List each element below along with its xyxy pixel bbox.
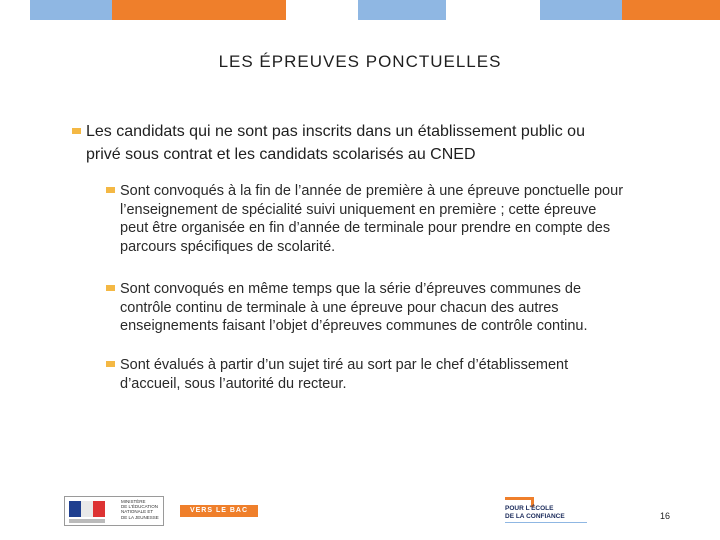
sub-bullet-3-line-1: Sont évalués à partir d’un sujet tiré au sort par le chef d’établissement xyxy=(120,357,569,373)
sub-bullet-2-line-1: Sont convoqués en même temps que la série d’épreuves communes de xyxy=(120,281,582,297)
top-bar-orange-1 xyxy=(112,0,286,20)
sub-bullet-2 xyxy=(106,280,706,336)
sub-bullet-1-line-4: parcours spécifiques de scolarité. xyxy=(120,238,336,255)
ministry-text: MINISTÈRE DE L'ÉDUCATION NATIONALE ET DE LA JEUNESSE xyxy=(121,499,159,520)
bullet-square-icon xyxy=(106,285,115,291)
page-title: LES ÉPREUVES PONCTUELLES xyxy=(218,52,502,71)
top-bar-orange-2 xyxy=(622,0,720,20)
marianne-flag-icon xyxy=(69,501,105,517)
bullet-square-icon xyxy=(72,128,81,134)
main-bullet-line-2: privé sous contrat et les candidats scolarisés au CNED xyxy=(86,146,476,163)
bullet-square-icon xyxy=(106,361,115,367)
ecole-logo-line-2: DE LA CONFIANCE xyxy=(505,513,565,520)
ministry-logo xyxy=(64,496,164,526)
bac-2021-badge: VERS LE BAC 2021 xyxy=(180,505,258,517)
ecole-logo-line-1: POUR L'ÉCOLE xyxy=(505,505,554,512)
top-bar-blue-3 xyxy=(540,0,622,20)
sub-bullet-3 xyxy=(106,356,706,393)
main-bullet xyxy=(72,120,662,166)
sub-bullet-2-line-2: contrôle continu de terminale à une épreuve pour chacun des autres xyxy=(120,299,559,316)
sub-bullet-1-line-1: Sont convoqués à la fin de l’année de première à une épreuve ponctuelle pour xyxy=(120,183,624,199)
logo-mark-icon xyxy=(505,497,531,500)
top-bar-blue-1 xyxy=(30,0,112,20)
sub-bullet-3-line-2: d’accueil, sous l’autorité du recteur. xyxy=(120,375,347,392)
main-bullet-line-1: Les candidats qui ne sont pas inscrits dans un établissement public ou xyxy=(86,123,585,140)
sub-bullet-1 xyxy=(106,182,706,256)
sub-bullet-1-line-3: peut être organisée en fin d’année de terminale pour prendre en compte des xyxy=(120,220,611,236)
top-bar-blue-2 xyxy=(358,0,446,20)
sub-bullet-1-line-2: l’enseignement de spécialité suivi uniquement en première ; cette épreuve xyxy=(120,201,597,218)
page-number: 16 xyxy=(660,511,671,521)
sub-bullet-2-line-3: enseignements faisant l’objet d’épreuves communes de contrôle continu. xyxy=(120,318,588,334)
motto-line xyxy=(69,519,105,523)
bullet-square-icon xyxy=(106,187,115,193)
ecole-confiance-logo xyxy=(503,497,593,527)
